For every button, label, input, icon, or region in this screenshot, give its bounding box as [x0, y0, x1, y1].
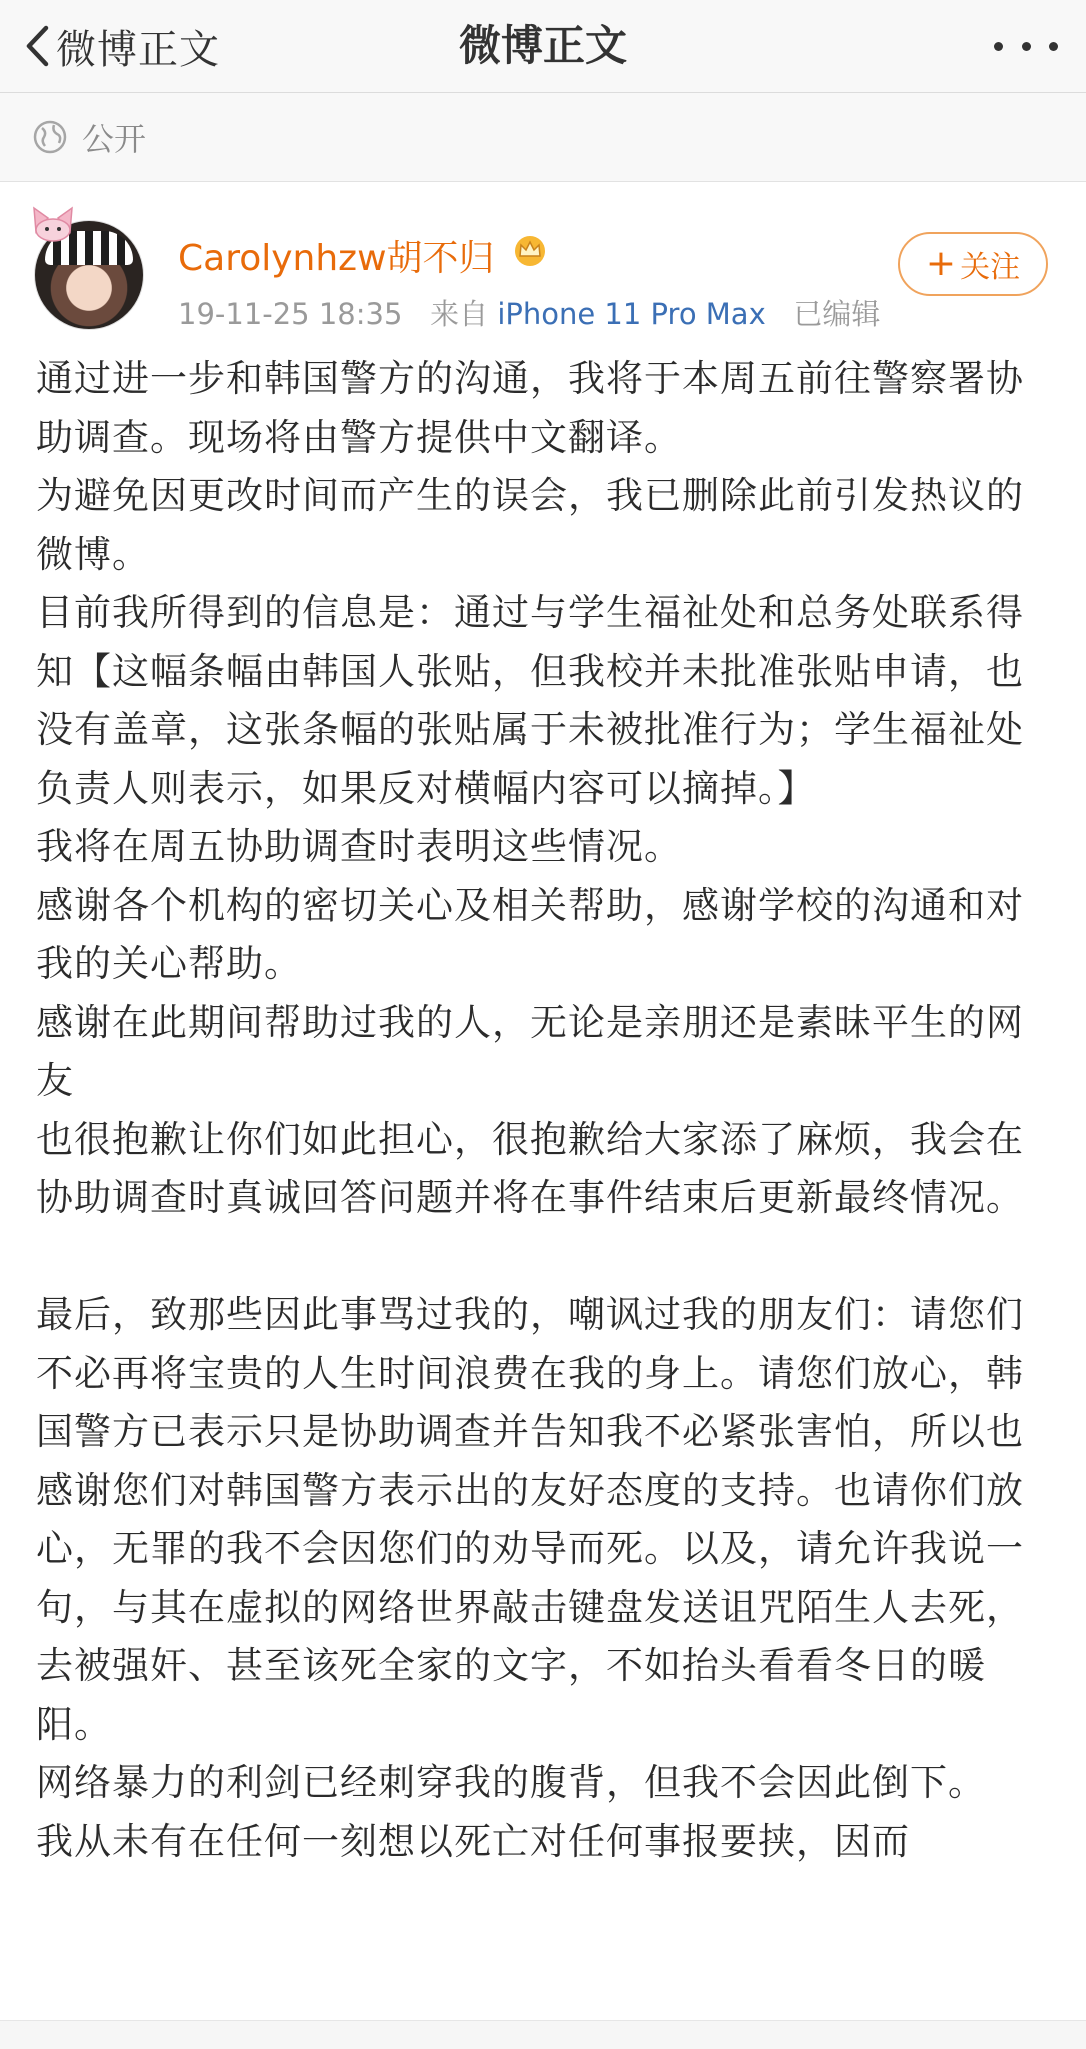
page-title: 微博正文 [458, 21, 627, 70]
paragraph: 目前我所得到的信息是：通过与学生福祉处和总务处联系得知【这幅条幅由韩国人张贴，但我校并未批准张贴申请，也没有盖章，这张条幅的张贴属于未被批准行为；学生福祉处负责人则表示，如果反对横幅内容可以摘掉。】 [36, 591, 1024, 810]
back-button[interactable] [24, 0, 220, 92]
follow-button[interactable] [898, 232, 1048, 296]
back-label: 微博正文 [56, 26, 220, 73]
chevron-left-icon [24, 24, 50, 68]
source-link[interactable]: iPhone 11 Pro Max [497, 297, 766, 331]
post-meta [178, 292, 880, 333]
paragraph: 我从未有在任何一刻想以死亡对任何事报要挟，因而 [36, 1819, 910, 1863]
privacy-bar [0, 93, 1086, 182]
avatar[interactable] [34, 206, 146, 318]
username[interactable]: Carolynhzw胡不归 [178, 238, 495, 279]
paragraph: 我将在周五协助调查时表明这些情况。 [36, 825, 682, 868]
paragraph: 网络暴力的利剑已经刺穿我的腹背，但我不会因此倒下。 [36, 1761, 986, 1804]
more-dots-icon [994, 42, 1003, 51]
paragraph-break [36, 1228, 1056, 1287]
paragraph: 感谢各个机构的密切关心及相关帮助，感谢学校的沟通和对我的关心帮助。 [36, 883, 1024, 985]
post-card [0, 182, 1086, 2020]
bottom-toolbar [0, 2020, 1086, 2049]
cat-ears-sticker-icon [30, 202, 76, 242]
paragraph: 最后，致那些因此事骂过我的，嘲讽过我的朋友们：请您们不必再将宝贵的人生时间浪费在我的身上。请您们放心，韩国警方已表示只是协助调查并告知我不必紧张害怕，所以也感谢您们对韩国警方表示出的友好态度的支持。也请你们放心，无罪的我不会因您们的劝导而死。以及，请允许我说一句，与其在虚拟的网络世界敲击键盘发送诅咒陌生人去死，去被强奸、甚至该死全家的文字，不如抬头看看冬日的暖阳。 [36, 1293, 1024, 1746]
crown-icon [512, 234, 548, 266]
privacy-label: 公开 [82, 120, 147, 158]
paragraph: 通过进一步和韩国警方的沟通，我将于本周五前往警察署协助调查。现场将由警方提供中文翻译。 [36, 357, 1024, 459]
paragraph: 感谢在此期间帮助过我的人，无论是亲朋还是素昧平生的网友 [36, 1000, 1024, 1102]
globe-icon [32, 119, 68, 155]
follow-label: 关注 [960, 250, 1021, 285]
plus-icon: + [925, 243, 957, 284]
navbar [0, 0, 1086, 93]
paragraph: 为避免因更改时间而产生的误会，我已删除此前引发热议的微博。 [36, 474, 1024, 576]
edited-label[interactable]: 已编辑 [793, 297, 881, 331]
post-date: 19-11-25 18:35 [178, 297, 403, 331]
from-label: 来自 [430, 297, 489, 331]
more-button[interactable] [994, 0, 1058, 92]
post-content [36, 350, 1056, 1871]
paragraph: 也很抱歉让你们如此担心，很抱歉给大家添了麻烦，我会在协助调查时真诚回答问题并将在事件结束后更新最终情况。 [36, 1117, 1024, 1219]
